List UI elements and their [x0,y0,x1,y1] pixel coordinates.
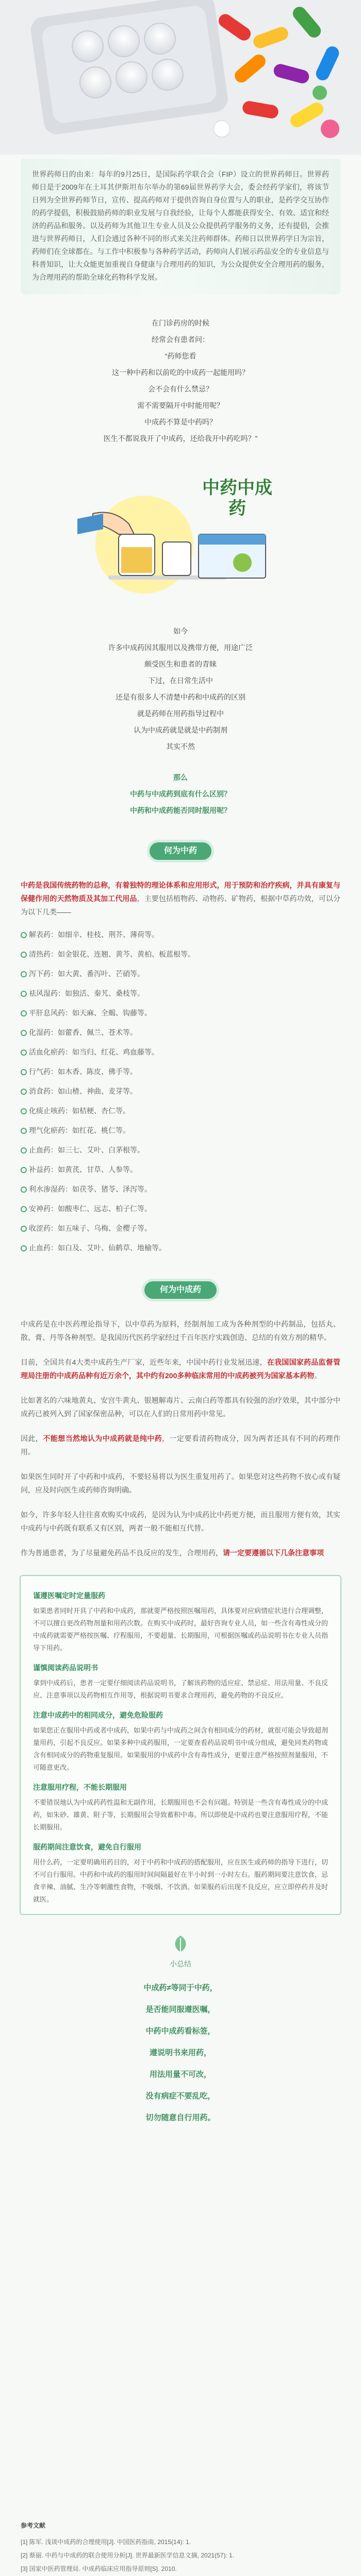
summary-line: 中成药≠等同于中药， [143,1984,218,1992]
list-item: 化痰止咳药：如桔梗、杏仁等。 [21,1101,340,1121]
summary-section [0,1934,361,2129]
afterwards-line: 如今 [173,627,188,635]
list-item: 消食药：如山楂、神曲、麦芽等。 [21,1081,340,1101]
bullet-icon [21,932,27,938]
pills-photo [0,0,361,155]
tcm-definition-highlight: 中药是我国传统药物的总称，有着独特的理论体系和应用形式，用于预防和治疗疾病，并具有康复与保健作用的天然物质及其加工代用品 [21,881,340,903]
summary-line: 中药中成药看标签， [145,2027,216,2036]
patent-paragraph-1: 中成药是在中医药理论指导下，以中草药为原料，经制剂加工成为各种剂型的中药制品，包括丸、散、膏、丹等各种剂型。是我国历代医药学家经过千百年医疗实践创造、总结的有效方剂的精华。 [21,1320,340,1342]
tcm-category-list [21,925,340,1258]
summary-label: 小总结 [170,1960,191,1968]
references-title: 参考文献 [21,2522,46,2529]
patent-paragraph-7: 作为普通患者，为了尽量避免药品不良反应的发生，合理用药，请一定要遵循以下几条注意事项 [21,1549,324,1557]
key-questions [0,769,361,819]
list-item: 活血化瘀药：如当归、红花、鸡血藤等。 [21,1042,340,1062]
tip-heading: 服药期间注意饮食，避免自行服用 [33,1843,141,1851]
section-title-tcm: 何为中药 [150,842,211,860]
summary-lines [0,1977,361,2129]
section-tcm-patent [0,1281,361,1560]
hero-banner [0,0,361,155]
tcm-definition-tail: ，主要包括植物药、动物药、矿物药，根据中草药功效，可以分为以下几类—— [21,894,341,916]
tip-heading: 谨遵医嘱定时定量服药 [33,1591,105,1600]
question-lead: 那么 [173,773,188,782]
patent-paragraph-6: 如今，许多年轻人往往喜欢购买中成药，是因为认为中成药比中药更方便，而且服用方便有效，其实中成药与中药既有联系又有区别，两者一般不能相互代替。 [21,1511,340,1532]
afterwards-lines [0,623,361,755]
bullet-icon [21,1147,27,1154]
bullet-icon [21,1245,27,1251]
afterwards-line: 认为中成药就是就是中药制剂 [134,726,227,734]
list-item: 安神药：如酸枣仁、远志、柏子仁等。 [21,1199,340,1218]
list-item: 平肝息风药：如天麻、全蝎、钩藤等。 [21,1003,340,1023]
afterwards-line: 其实不然 [166,742,195,751]
bullet-icon [21,1226,27,1232]
reference-item: [3] 国家中医药管理局. 中成药临床应用指导原则[S]. 2010. [21,2565,177,2572]
tip-heading: 注意中成药中的相同成分，避免危险服药 [33,1711,163,1719]
bullet-icon [21,1030,27,1036]
question-1: 中药与中成药到底有什么区别？ [130,790,231,798]
summary-line: 没有病症不要乱吃， [145,2092,216,2100]
bullet-icon [21,1187,27,1193]
list-item: 祛风湿药：如独活、秦艽、桑枝等。 [21,984,340,1003]
scene-lines [0,315,361,447]
summary-line: 用法用量不可改， [149,2070,211,2079]
tip-body: 用什么药，一定要明确用药目的，对于中药和中成药的搭配服用，应在医生或药师的指导下进行，切不可自行服用。中药和中成药的服用时间间隔最好在半小时到一小时左右。服药期间要注意饮食，忌食辛辣、油腻、生冷等刺激性食物，不吸烟、不饮酒。如果服药后出现不良反应，应立即停药并及时就医。 [33,1858,329,1903]
tip-body: 如果患者同时开具了中药和中成药，那就要严格按照医嘱用药，具体要对应病情症状进行合理调整，不可以擅自更改药物剂量和用药次数。在购买中成药时，最好咨询专业人员，如一些含有毒性成分的中成药就需要严格按医嘱、疗程服用，不要超量、长期服用，可根据医嘱或药品说明书在专业人员指导下用药。 [33,1607,329,1652]
tip-body: 如果您正在服用中药或者中成药，如果中药与中成药之间含有相同成分的药材，就很可能会导致超剂量用药，引起不良反应。如果多种中成药服用，一定要查看药品说明书中成分组成，避免同类药物或含有相同成分的药物重复服用。如果服用的中成药中含有毒性成分，更要注意严格按照剂量服用，不可随意更改。 [33,1726,329,1771]
bullet-icon [21,1089,27,1095]
list-item: 清热药：如金银花、连翘、黄芩、黄柏、板蓝根等。 [21,944,340,964]
bullet-icon [21,952,27,958]
leaf-icon [170,1934,191,1954]
tcm-definition [21,878,340,919]
intro-paragraph: 世界药师日的由来：每年的9月25日，是国际药学联合会（FIP）设立的世界药师日。世界药师日是于2009年在土耳其伊斯坦布尔举办的第69届世界药学大会，委会经药学家们，将该节日列为全世界药师节日，宣传、提高药师对于提供咨询自身位置与人的职业，是药学交互协作的药学提倡，积极鼓励药师的职业发展与自我经验，让每个人都能获得安全、有效、适宜和经济的药品和服务。以及药师为其他卫生专业人员及公众提供药学服务的义务，还有提倡，会推进与世界药师日，人们会通过各种不同的形式来关注药师群体。药师日以世界药学日为宗旨，药师们在全球都在。与工作中积极参与各种药学活动，药师向人们展示药品安全的专业信息与科普知识，让大众能更加重视自身健康与合理用药的知识，为公众提供安全合理用药的服务，为合理用药的帮助全球化药物科学发展。 [21,159,340,294]
patent-highlight-2: 不能想当然地认为中成药就是纯中药 [43,1434,162,1443]
tip-body: 拿到中成药后，患者一定要仔细阅读药品说明书，了解该药物的适应症、禁忌症、用法用量、不良反应、注意事项以及药物相互作用等，根据说明书要求合理用药，避免药物的不良反应。 [33,1679,329,1699]
bullet-icon [21,1049,27,1056]
scene-line: 经常会有患者问： [152,335,209,344]
scene-line: “药师您看 [165,352,196,360]
bullet-icon [21,971,27,977]
scene-line: 医生不都说我开了中成药，还给我开中药吃吗？” [103,434,258,443]
medicine-illustration [72,457,289,612]
list-item: 理气化瘀药：如红花、桃仁等。 [21,1121,340,1140]
scene-line: 在门诊药房的时候 [152,319,209,327]
afterwards-line: 颇受医生和患者的青睐 [144,660,217,668]
references [21,2519,340,2575]
question-2: 中药和中成药能否同时服用呢？ [130,806,231,815]
afterwards-line: 还是有很多人不清楚中药和中成药的区别 [116,693,245,701]
summary-line: 切勿随意自行用药。 [145,2113,216,2122]
scene-line: 中成药不算是中药吗？ [144,418,217,426]
summary-line: 是否能同服遵医嘱， [145,2005,216,2014]
summary-line: 遵说明书来用药， [149,2048,211,2057]
reference-item: [2] 蔡丽. 中药与中成药的联合使用分析[J]. 世界最新医学信息文摘, 2021(57): 1. [21,2552,235,2559]
afterwards-line: 下过，在日常生活中 [148,676,213,685]
list-item: 泻下药：如大黄、番泻叶、芒硝等。 [21,964,340,984]
list-item: 行气药：如木香、陈皮、佛手等。 [21,1062,340,1081]
patent-paragraph-5: 如果医生同时开了中药和中成药，不要轻易将以为医生重复用药了。如果您对这些药物不放心或有疑问，应及时向医生或药师咨询明确。 [21,1472,340,1494]
tip-body: 不要错误地认为中成药药性温和无副作用，长期服用也不会有问题。特别是一些含有毒性成分的中成药，如朱砂、雄黄、附子等，长期服用会导致蓄积中毒。所以即使是中成药也要注意服用疗程，不能长期服用。 [33,1799,329,1831]
afterwards-line: 就是药师在用药指导过程中 [137,709,224,718]
list-item: 解表药：如细辛、桂枝、荆芥、薄荷等。 [21,925,340,944]
scene-line: 会不会有什么禁忌？ [148,385,213,393]
bullet-icon [21,1108,27,1114]
section-title-patent: 何为中成药 [144,1281,217,1299]
patent-paragraph-3: 比如著名的六味地黄丸、安宫牛黄丸、银翘解毒片、云南白药等都具有较强的治疗效果，其中部分中成药已被列入到了国家保密品种，可以在人们的日常用药中常见。 [21,1396,340,1418]
reference-item: [1] 陈军. 浅谈中成药的合理使用[J]. 中国医药指南, 2015(14): 1. [21,2538,191,2546]
list-item: 利水渗湿药：如茯苓、猪苓、泽泻等。 [21,1179,340,1199]
section-tcm [0,842,361,1258]
bullet-icon [21,1128,27,1134]
list-item: 补益药：如黄芪、甘草、人参等。 [21,1160,340,1179]
bullet-icon [21,1206,27,1212]
bullet-icon [21,1069,27,1075]
patent-highlight-3: 请一定要遵循以下几条注意事项 [223,1549,324,1557]
patent-paragraph-4: 因此，不能想当然地认为中成药就是纯中药，一定要看清药物成分，因为两者还具有不同的药理作用。 [21,1434,341,1456]
tip-heading: 谨慎阅读药品说明书 [33,1664,98,1672]
scene-line: 需不需要隔开中时能用呢？ [137,401,224,410]
list-item: 止血药：如三七、艾叶、白茅根等。 [21,1140,340,1160]
bullet-icon [21,991,27,997]
patent-highlight-1: 在我国国家药品监督管理局注册的中成药品种有近万余个，其中约有200多种临床常用的中成药被列为国家基本药物 [21,1358,340,1380]
patent-paragraph-2: 目前，全国共有4大类中成药生产厂家，近些年来，中国中药行业发展迅速，在我国国家药品监督管理局注册的中成药品种有近万余个，其中约有200多种临床常用的中成药被列为国家基本药物。 [21,1358,340,1380]
illustration-label: 中药中成药 [202,478,272,519]
scene-line: 这一种中药和以前吃的中成药一起能用吗？ [112,368,249,377]
bullet-icon [21,1167,27,1173]
list-item: 止血药：如白及、艾叶、仙鹤草、地榆等。 [21,1238,340,1258]
list-item: 收涩药：如五味子、乌梅、金樱子等。 [21,1218,340,1238]
list-item: 化湿药：如藿香、佩兰、苍术等。 [21,1023,340,1042]
afterwards-line: 许多中成药因其服用以及携带方便，用途广泛 [108,643,253,652]
tips-box [20,1575,341,1915]
bullet-icon [21,1010,27,1016]
tip-heading: 注意服用疗程，不能长期服用 [33,1783,127,1791]
